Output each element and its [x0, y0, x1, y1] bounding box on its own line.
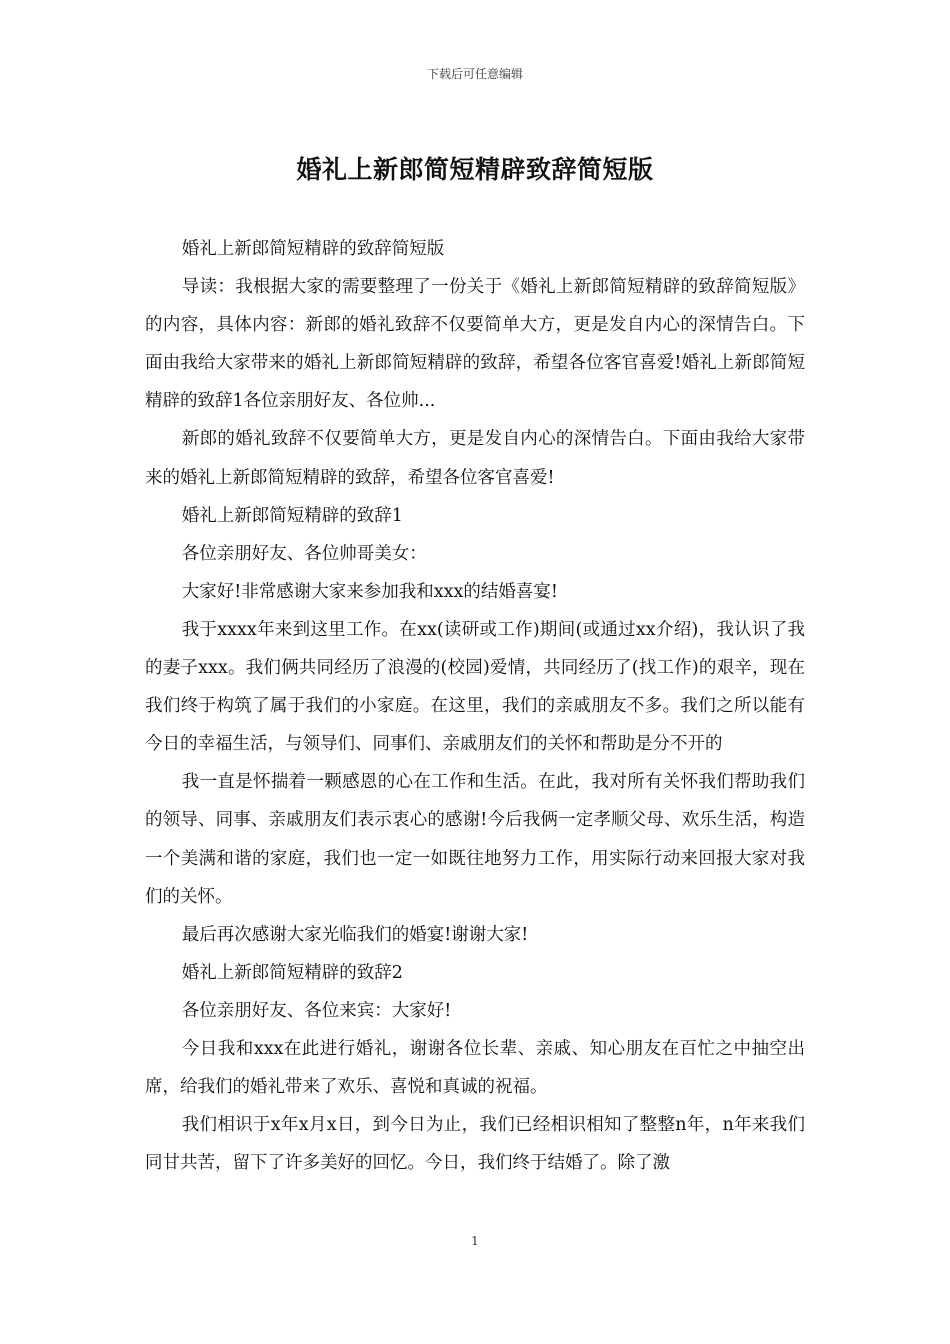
section-heading-1: 婚礼上新郎简短精辟的致辞1 — [181, 505, 403, 526]
document-title: 婚礼上新郎简短精辟致辞简短版 — [296, 155, 654, 184]
paragraph: 我于xxxx年来到这里工作。在xx(读研或工作)期间(或通过xx介绍)，我认识了我的妻子xxx。我们俩共同经历了浪漫的(校园)爱情，共同经历了(找工作)的艰辛，现在我们终于构筑了属于我们的小家庭。在这里，我们的亲戚朋友不多。我们之所以能有今日的幸福生活，与领导们、同事们、亲戚朋友们的关怀和帮助是分不开的 — [145, 619, 805, 755]
paragraph: 新郎的婚礼致辞不仅要简单大方，更是发自内心的深情告白。下面由我给大家带来的婚礼上新郎简短精辟的致辞，希望各位客官喜爱! — [145, 429, 805, 488]
page-header: 下载后可任意编辑 — [426, 67, 523, 81]
paragraph-intro: 导读：我根据大家的需要整理了一份关于《婚礼上新郎简短精辟的致辞简短版》的内容，具体内容：新郎的婚礼致辞不仅要简单大方，更是发自内心的深情告白。下面由我给大家带来的婚礼上新郎简短精辟的致辞，希望各位客官喜爱!婚礼上新郎简短精辟的致辞1各位亲朋好友、各位帅... — [145, 277, 805, 412]
paragraph: 大家好!非常感谢大家来参加我和xxx的结婚喜宴! — [181, 581, 558, 602]
paragraph-salutation: 各位亲朋好友、各位来宾：大家好! — [181, 1000, 452, 1021]
document-body — [145, 230, 805, 1182]
paragraph: 最后再次感谢大家光临我们的婚宴!谢谢大家! — [181, 924, 529, 945]
paragraph: 今日我和xxx在此进行婚礼，谢谢各位长辈、亲戚、知心朋友在百忙之中抽空出席，给我们的婚礼带来了欢乐、喜悦和真诚的祝福。 — [145, 1038, 805, 1098]
paragraph: 我们相识于x年x月x日，到今日为止，我们已经相识相知了整整n年，n年来我们同甘共苦，留下了许多美好的回忆。今日，我们终于结婚了。除了激 — [145, 1115, 805, 1174]
section-heading-2: 婚礼上新郎简短精辟的致辞2 — [181, 962, 403, 983]
page-number: 1 — [471, 1234, 479, 1248]
paragraph: 我一直是怀揣着一颗感恩的心在工作和生活。在此，我对所有关怀我们帮助我们的领导、同事、亲戚朋友们表示衷心的感谢!今后我俩一定孝顺父母、欢乐生活，构造一个美满和谐的家庭，我们也一定一如既往地努力工作，用实际行动来回报大家对我们的关怀。 — [145, 772, 805, 907]
paragraph-salutation: 各位亲朋好友、各位帅哥美女： — [181, 543, 427, 564]
paragraph-subtitle: 婚礼上新郎简短精辟的致辞简短版 — [181, 239, 445, 259]
